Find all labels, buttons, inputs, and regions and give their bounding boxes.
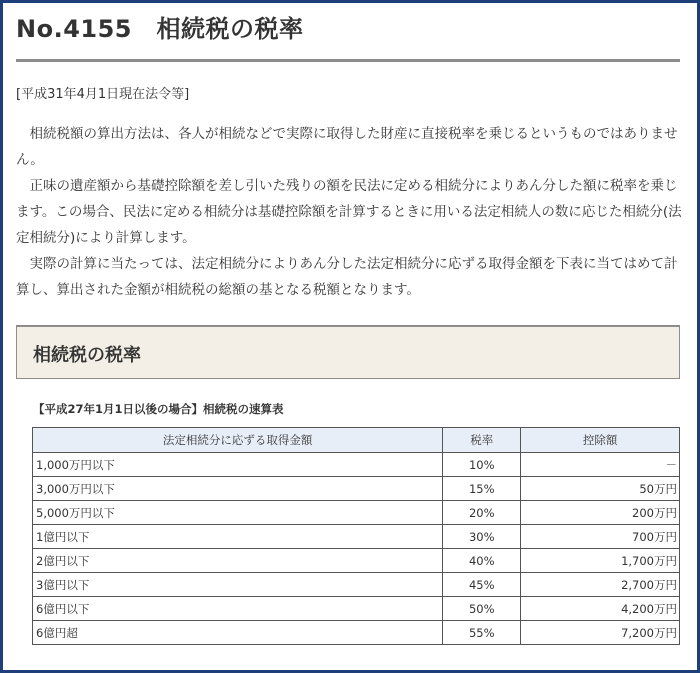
cell-amount: 3億円以下 (33, 573, 443, 597)
cell-rate: 15% (443, 477, 521, 501)
paragraph: 相続税額の算出方法は、各人が相続などで実際に取得した財産に直接税率を乗じるというものではありません。 (16, 126, 678, 168)
cell-amount: 1億円以下 (33, 525, 443, 549)
table-row (33, 597, 680, 621)
table-caption: 【平成27年1月1日以後の場合】相続税の速算表 (33, 402, 284, 416)
cell-deduction: 700万円 (521, 525, 680, 549)
cell-rate: 20% (443, 501, 521, 525)
cell-amount: 6億円以下 (33, 597, 443, 621)
table-row (33, 525, 680, 549)
section-title: 相続税の税率 (33, 345, 141, 366)
paragraph: 実際の計算に当たっては、法定相続分によりあん分した法定相続分に応ずる取得金額を下表に当てはめて計算し、算出された金額が相続税の総額の基となる税額となります。 (16, 256, 678, 298)
cell-rate: 40% (443, 549, 521, 573)
cell-deduction: － (521, 453, 680, 477)
cell-deduction: 1,700万円 (521, 549, 680, 573)
cell-deduction: 7,200万円 (521, 621, 680, 645)
table-header-row (33, 428, 680, 453)
table-row (33, 453, 680, 477)
cell-amount: 5,000万円以下 (33, 501, 443, 525)
section-heading-box (16, 325, 680, 379)
cell-rate: 10% (443, 453, 521, 477)
cell-amount: 2億円以下 (33, 549, 443, 573)
cell-amount: 1,000万円以下 (33, 453, 443, 477)
cell-amount: 6億円超 (33, 621, 443, 645)
cell-rate: 30% (443, 525, 521, 549)
page-title: No.4155 相続税の税率 (16, 15, 304, 43)
table-row (33, 549, 680, 573)
cell-rate: 45% (443, 573, 521, 597)
table-row (33, 573, 680, 597)
tax-rate-table (32, 427, 680, 645)
cell-deduction: 200万円 (521, 501, 680, 525)
paragraph: 正味の遺産額から基礎控除額を差し引いた残りの額を民法に定める相続分によりあん分した額に税率を乗じます。この場合、民法に定める相続分は基礎控除額を計算するときに用いる法定相続人の数に応じた相続分(法定相続分)により計算します。 (16, 178, 682, 246)
cell-rate: 50% (443, 597, 521, 621)
table-row (33, 621, 680, 645)
title-divider (16, 59, 680, 62)
table-row (33, 477, 680, 501)
cell-deduction: 2,700万円 (521, 573, 680, 597)
law-date-note: [平成31年4月1日現在法令等] (16, 87, 190, 102)
column-header-deduction: 控除額 (521, 428, 680, 453)
column-header-amount: 法定相続分に応ずる取得金額 (33, 428, 443, 453)
column-header-rate: 税率 (443, 428, 521, 453)
cell-deduction: 4,200万円 (521, 597, 680, 621)
body-text (16, 121, 684, 303)
table-row (33, 501, 680, 525)
cell-deduction: 50万円 (521, 477, 680, 501)
cell-rate: 55% (443, 621, 521, 645)
cell-amount: 3,000万円以下 (33, 477, 443, 501)
